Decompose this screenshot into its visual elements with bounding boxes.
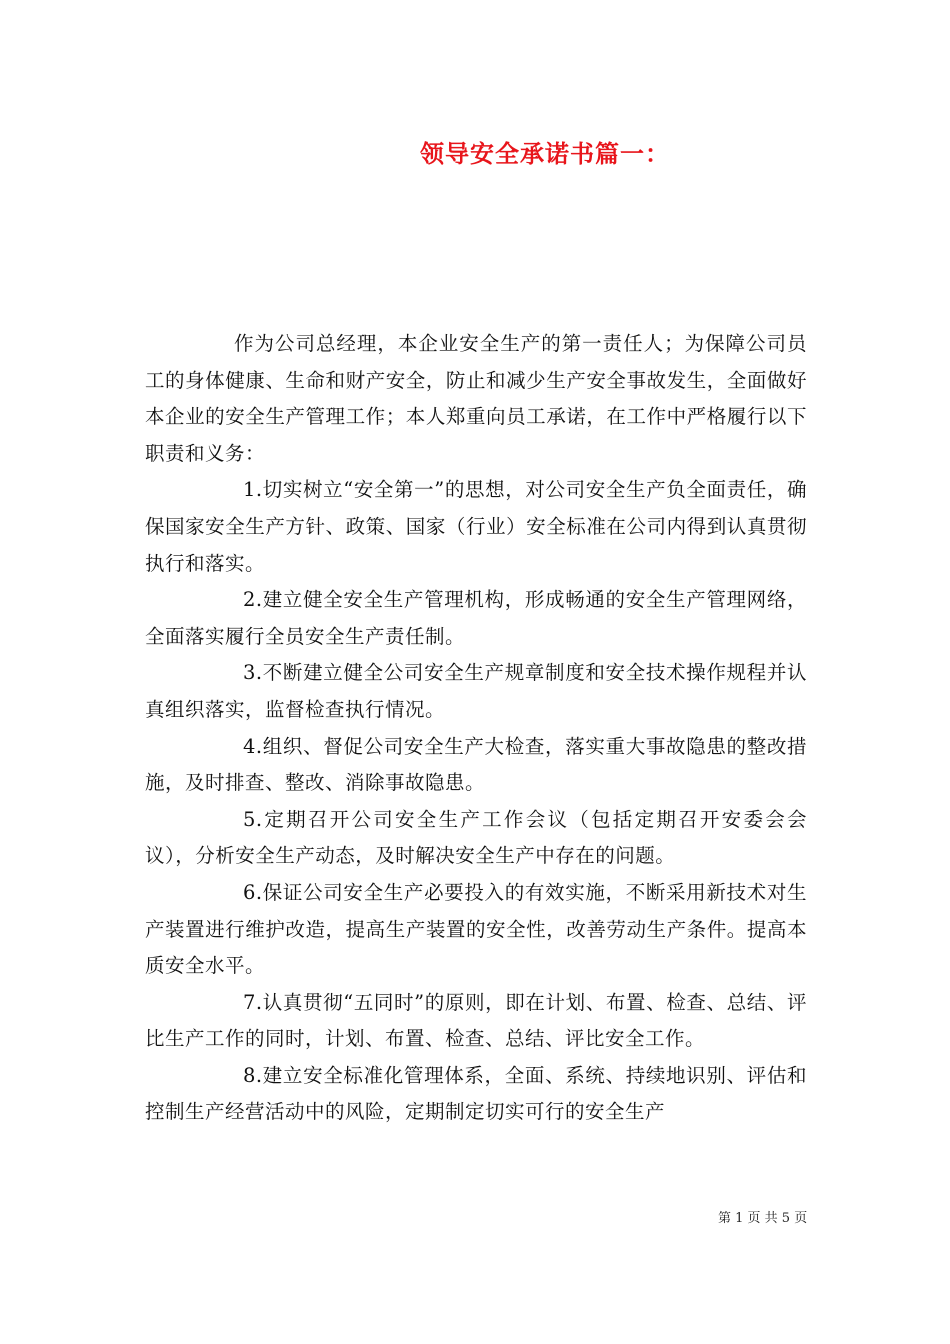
list-item: 2.建立健全安全生产管理机构，形成畅通的安全生产管理网络，全面落实履行全员安全生产责任制。 [145,588,807,648]
list-item: 5.定期召开公司安全生产工作会议（包括定期召开安委会会议），分析安全生产动态，及时解决安全生产中存在的问题。 [145,807,807,868]
page-number: 第 1 页 共 5 页 [718,1211,808,1226]
document-body [145,326,807,1131]
list-item: 3.不断建立健全公司安全生产规章制度和安全技术操作规程并认真组织落实，监督检查执行情况。 [145,661,807,721]
intro-paragraph: 作为公司总经理，本企业安全生产的第一责任人；为保障公司员工的身体健康、生命和财产安全，防止和减少生产安全事故发生，全面做好本企业的安全生产管理工作；本人郑重向员工承诺，在工作中严格履行以下职责和义务： [145,332,807,465]
document-title: 领导安全承诺书篇一： [420,139,670,168]
list-item: 4.组织、督促公司安全生产大检查，落实重大事故隐患的整改措施，及时排查、整改、消除事故隐患。 [145,734,807,795]
list-item: 8.建立安全标准化管理体系，全面、系统、持续地识别、评估和控制生产经营活动中的风险，定期制定切实可行的安全生产 [145,1063,807,1124]
list-item: 7.认真贯彻“五同时”的原则，即在计划、布置、检查、总结、评比生产工作的同时，计划、布置、检查、总结、评比安全工作。 [145,990,807,1051]
list-item: 6.保证公司安全生产必要投入的有效实施，不断采用新技术对生产装置进行维护改造，提高生产装置的安全性，改善劳动生产条件。提高本质安全水平。 [145,880,807,978]
list-item: 1.切实树立“安全第一”的思想，对公司安全生产负全面责任，确保国家安全生产方针、政策、国家（行业）安全标准在公司内得到认真贯彻执行和落实。 [145,478,807,575]
